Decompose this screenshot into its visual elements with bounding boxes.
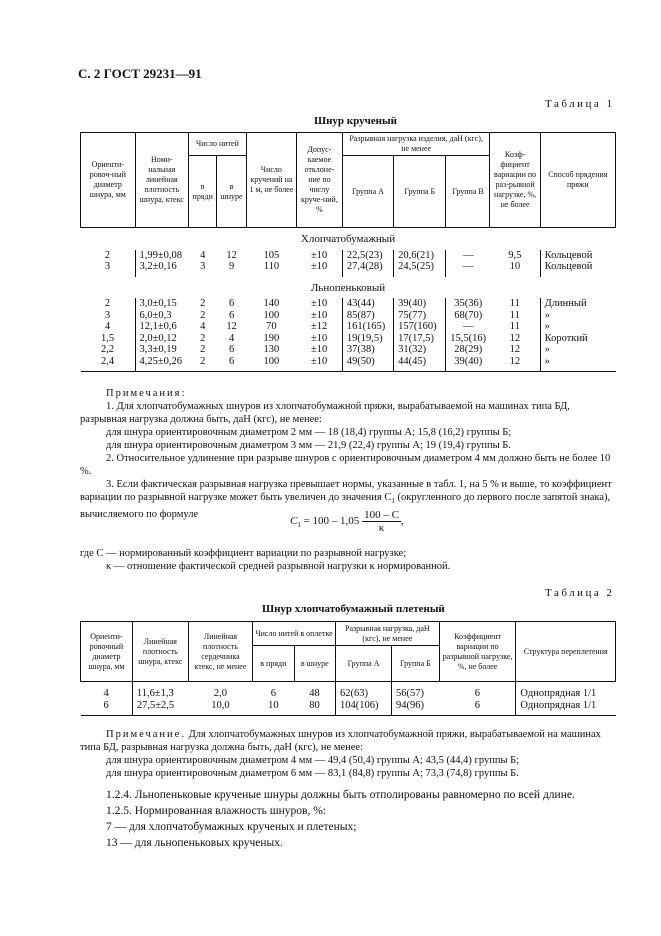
table-cell: 44(45) [394, 356, 446, 372]
table-row [81, 356, 616, 372]
table-cell: 2 [104, 249, 111, 261]
table-cell: 11 [509, 309, 520, 321]
clause-1-2-5: 1.2.5. Нормированная влажность шнуров, %: [106, 805, 326, 817]
table-cell: 161(165) [342, 321, 393, 333]
table-cell: 2 [200, 298, 206, 309]
table-cell: 100 [263, 355, 280, 367]
table-cell: ±10 [311, 344, 328, 355]
table-cell: 80 [309, 699, 320, 711]
table-cell: ±10 [311, 332, 328, 344]
table-cell: 6 [474, 699, 480, 711]
table-row [81, 700, 616, 716]
table2 [80, 621, 616, 716]
table-cell: 94(96) [392, 700, 440, 716]
table-cell: 2,4 [100, 355, 115, 367]
table-cell: 12 [226, 321, 237, 332]
table-cell: 130 [263, 344, 280, 355]
notes1-p1a: для шнура ориентировочным диаметром 2 мм — 18 (18,4) группы А; 15,8 (16,2) группы Б; [106, 427, 512, 438]
table-row [81, 321, 616, 333]
table-cell: 12,1±0,6 [135, 321, 188, 333]
t1-h-twists: Число кручений на 1 м, не более [246, 133, 296, 228]
t1-h-threads: Число нитей [189, 133, 247, 156]
notes1-p2: 2. Относительное удлинение при разрыве шнуров с ориентировочным диаметром 4 мм должно быть не более 10 %. [80, 453, 611, 477]
table-row [81, 344, 616, 356]
clause-1-2-5-a: 7 — для хлопчатобумажных крученых и плетеных; [106, 821, 357, 833]
table-cell: 11,6±1,3 [132, 682, 188, 700]
t1-h-in-strand: в пряди [189, 156, 217, 228]
t2-h-in-strand: в пряди [253, 646, 294, 682]
table1-label: Таблица 1 [545, 98, 615, 110]
notes1 [80, 387, 616, 521]
table-cell: 56(57) [392, 682, 440, 700]
table-cell: ±10 [311, 355, 328, 367]
notes1-p3: 3. Если фактическая разрывная нагрузка превышает нормы, указанные в табл. 1, на 5 % и выше, то коэффициент вариации по разрывной нагрузке может быть увеличен до значения $С_1$ (округленного до первого после запятой знака), вычисляемого по формуле [80, 479, 612, 521]
table-cell: 4 [103, 688, 109, 699]
t1-h-deviation: Допус-каемое отклоне-ние по числу круче-ний, % [297, 133, 343, 228]
table-cell: 2,0±0,12 [135, 333, 188, 345]
table-row [81, 298, 616, 310]
table-cell: 3 [200, 261, 206, 272]
t1-h-method: Способ прядения пряжи [540, 133, 615, 228]
table-cell: 49(50) [342, 356, 393, 372]
table-cell: 2 [200, 355, 206, 367]
table-cell: » [540, 310, 615, 322]
table1-title: Шнур крученый [314, 115, 397, 127]
table-cell: 6 [103, 699, 109, 711]
t1-h-density: Номи-нальная линейная плотность шнура, ктекс [135, 133, 188, 228]
table-cell: 2,0 [213, 688, 228, 699]
table-cell: 12 [509, 355, 521, 367]
table-cell: 17(17,5) [394, 333, 446, 345]
table-cell: ±10 [311, 309, 328, 321]
table-cell: 1,5 [100, 332, 115, 344]
table-cell: 3 [104, 309, 111, 321]
table2-label: Таблица 2 [545, 587, 615, 599]
table-cell: 10,0 [211, 699, 230, 711]
table-cell: 105 [263, 249, 280, 261]
table-cell: — [446, 250, 490, 262]
table-row [81, 682, 616, 700]
table-cell: 4 [104, 321, 111, 332]
table-cell: Однопрядная 1/1 [516, 700, 616, 716]
t2-h-group-a: Группа А [336, 646, 392, 682]
table-cell: Кольцевой [540, 250, 615, 262]
t1-h-breaking: Разрывная нагрузка изделия, даН (кгс), не менее [342, 133, 490, 156]
table-cell: 6 [228, 355, 235, 367]
t2-h-density: Линейная плотность шнура, ктекс [132, 622, 188, 682]
table-cell: ±10 [311, 261, 328, 272]
t2-h-variation: Коэффициент вариации по разрывной нагрузке, %, не более [439, 622, 516, 682]
table-cell: 70 [266, 321, 277, 332]
page-header: С. 2 ГОСТ 29231—91 [78, 66, 202, 81]
table-cell: 12 [226, 249, 237, 261]
table1-section-title: Льнопеньковый [310, 281, 386, 294]
table-cell: 11 [509, 298, 520, 309]
table-cell: 10 [509, 261, 521, 272]
table-cell: 110 [263, 261, 280, 272]
table-cell: 6 [228, 344, 235, 355]
table-cell: 1,99±0,08 [135, 250, 188, 262]
table-cell: 85(87) [342, 310, 393, 322]
table-cell: 6 [228, 298, 235, 309]
notes2 [80, 728, 616, 780]
table-row [81, 333, 616, 345]
table-cell: 15,5(16) [446, 333, 490, 345]
table-cell: 28(29) [446, 344, 490, 356]
table-cell: 24,5(25) [394, 261, 446, 277]
table1-section-title: Хлопчатобумажный [300, 233, 396, 245]
t2-h-structure: Структура переплетения [516, 622, 616, 682]
notes2-p1a: для шнура ориентировочным диаметром 4 мм — 49,4 (50,4) группы А; 43,5 (44,4) группы Б; [106, 755, 520, 766]
table-cell: 2 [200, 344, 206, 355]
t1-h-group-a: Группа А [342, 156, 393, 228]
table-cell: 6 [270, 688, 276, 699]
t1-h-in-cord: в шнуре [217, 156, 246, 228]
table-cell: 4 [200, 321, 206, 332]
table-cell: 27,4(28) [342, 261, 393, 277]
t2-h-in-cord: в шнуре [294, 646, 335, 682]
table-cell: 6 [228, 309, 235, 321]
t2-h-core: Линейная плотность сердечника ктекс, не менее [188, 622, 252, 682]
table-cell: 3 [104, 261, 111, 272]
where-line-2: κ — отношение фактической средней разрывной нагрузки к нормированной. [106, 561, 451, 572]
table-cell: ±10 [311, 249, 328, 261]
table-cell: 3,3±0,19 [135, 344, 188, 356]
body-text [80, 787, 616, 851]
t1-h-group-v: Группа В [446, 156, 490, 228]
table-cell: 190 [263, 332, 280, 344]
table-cell: 4,25±0,26 [135, 356, 188, 372]
clause-1-2-5-b: 13 — для льнопеньковых крученых. [106, 837, 283, 849]
table-cell: 37(38) [342, 344, 393, 356]
notes2-p1: Примечание. Для хлопчатобумажных шнуров из хлопчатобумажной пряжи, вырабатываемой на машинах типа БД, разрывная нагрузка должна быть, даН (кгс), не менее: [80, 729, 601, 753]
table-cell: 12 [509, 344, 521, 355]
table-cell: 39(40) [446, 356, 490, 372]
table-cell: Короткий [540, 333, 615, 345]
table-cell: 104(106) [336, 700, 392, 716]
where-line-1: где С — нормированный коэффициент вариации по разрывной нагрузке; [80, 548, 407, 559]
table-cell: » [540, 356, 615, 372]
table-cell: 6 [474, 688, 480, 699]
table-cell: 48 [309, 688, 320, 699]
table1 [80, 132, 616, 372]
table-cell: — [446, 321, 490, 333]
table-cell: 27,5±2,5 [132, 700, 188, 716]
table-cell: 75(77) [394, 310, 446, 322]
table-cell: 2 [200, 332, 206, 344]
table-cell: 100 [263, 309, 280, 321]
table-cell: 11 [509, 321, 520, 332]
table-cell: Кольцевой [540, 261, 615, 277]
table-cell: 19(19,5) [342, 333, 393, 345]
table-cell: 3,2±0,16 [135, 261, 188, 277]
t2-h-breaking: Разрывная нагрузка, даН (кгс), не менее [336, 622, 440, 646]
table-cell: 6,0±0,3 [135, 310, 188, 322]
table-cell: 20,6(21) [394, 250, 446, 262]
table-cell: 62(63) [336, 682, 392, 700]
table-cell: ±12 [311, 321, 328, 332]
t2-h-group-b: Группа Б [392, 646, 440, 682]
table2-title: Шнур хлопчатобумажный плетеный [262, 603, 445, 615]
table-cell: » [540, 344, 615, 356]
formula: $C_1 = 100 - 1,05$ $\frac{100 - C}{\kappa}$ , [290, 509, 404, 534]
table-cell: 2,2 [100, 344, 115, 355]
table-cell: 2 [200, 309, 206, 321]
t1-h-variation: Коэф-фициент вариации по раз-рывной нагрузке, %, не более [490, 133, 540, 228]
table-cell: 140 [263, 298, 280, 309]
table-row [81, 310, 616, 322]
table-cell: ±10 [311, 298, 328, 309]
table-cell: 10 [268, 699, 279, 711]
table-cell: 4 [228, 332, 235, 344]
t1-h-group-b: Группа Б [394, 156, 446, 228]
table-cell: » [540, 321, 615, 333]
table-cell: 9 [228, 261, 235, 272]
table-row [81, 261, 616, 277]
t2-h-diameter: Ориенти-ровочный диаметр шнура, мм [81, 622, 133, 682]
table-cell: 22,5(23) [342, 250, 393, 262]
notes2-p1b: для шнура ориентировочным диаметром 6 мм — 83,1 (84,8) группы А; 73,3 (74,8) группы Б. [106, 768, 519, 779]
table-cell: — [446, 261, 490, 277]
table-cell: 35(36) [446, 298, 490, 310]
t2-h-threads: Число нитей в оплетке [253, 622, 336, 646]
table-cell: 2 [104, 298, 111, 309]
notes1-where [80, 547, 616, 573]
notes1-heading: Примечания: [106, 388, 187, 399]
table-row [81, 250, 616, 262]
table-cell: 3,0±0,15 [135, 298, 188, 310]
table-cell: 157(160) [394, 321, 446, 333]
table-cell: 9,5 [508, 249, 522, 261]
table-cell: 31(32) [394, 344, 446, 356]
table-cell: Длинный [540, 298, 615, 310]
table-cell: 4 [200, 249, 206, 261]
table-cell: 39(40) [394, 298, 446, 310]
table-cell: 43(44) [342, 298, 393, 310]
table-cell: Однопрядная 1/1 [516, 682, 616, 700]
notes1-p1b: для шнура ориентировочным диаметром 3 мм — 21,9 (22,4) группы А; 19 (19,4) группы Б. [106, 440, 511, 451]
t1-h-diameter: Ориенти-ровоч-ный диаметр шнура, мм [81, 133, 136, 228]
table-cell: 12 [509, 332, 521, 344]
clause-1-2-4: 1.2.4. Льнопеньковые крученые шнуры должны быть отполированы равномерно по всей длине. [106, 789, 575, 801]
table-cell: 68(70) [446, 310, 490, 322]
notes1-p1: 1. Для хлопчатобумажных шнуров из хлопчатобумажной пряжи, вырабатываемой на машинах типа БД, разрывная нагрузка должна быть, даН (кгс), не менее: [80, 401, 570, 425]
